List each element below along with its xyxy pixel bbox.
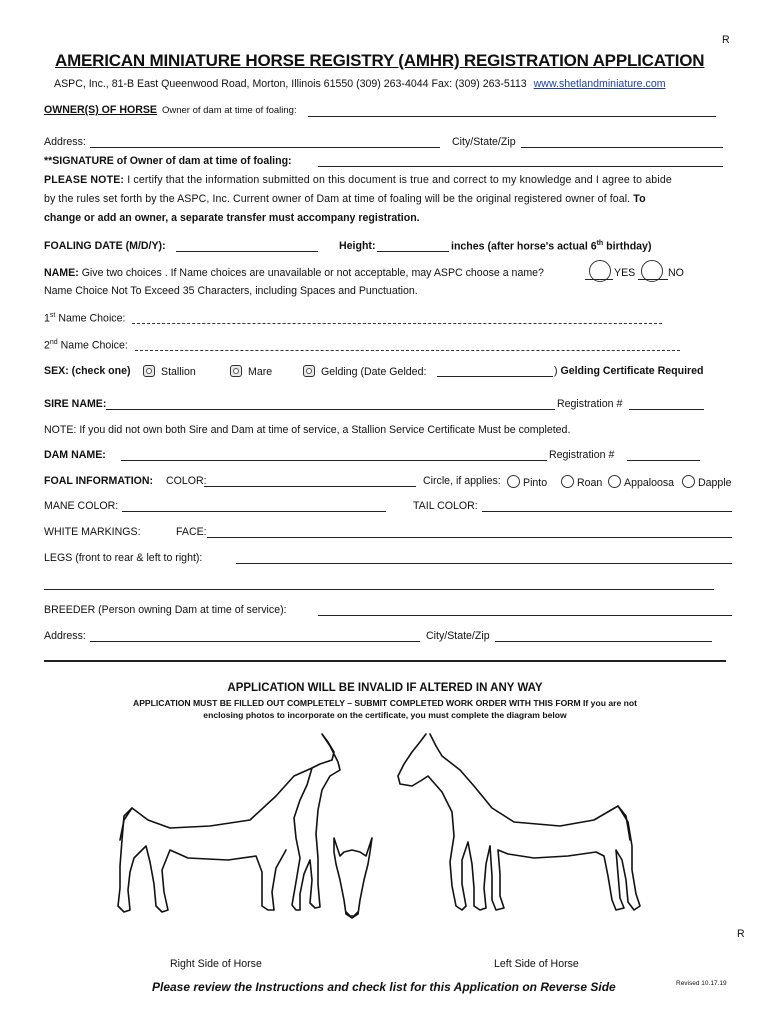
left-side-horse-outline[interactable] <box>398 734 640 910</box>
mane-color-label: MANE COLOR: <box>44 500 119 512</box>
gelding-note: Gelding Certificate Required <box>560 365 704 377</box>
dapple-radio[interactable] <box>682 475 695 488</box>
height-field[interactable] <box>377 251 449 252</box>
revised-date: Revised 10.17.19 <box>676 980 727 987</box>
foal-color-label: COLOR: <box>166 475 207 487</box>
second-name-choice-field[interactable] <box>135 350 680 351</box>
website-link[interactable]: www.shetlandminiature.com <box>533 78 666 90</box>
breeder-label: BREEDER (Person owning Dam at time of service): <box>44 604 287 616</box>
signature-field[interactable] <box>318 166 723 167</box>
mare-radio[interactable] <box>230 365 242 377</box>
yes-line <box>585 279 613 280</box>
owner-city-label: City/State/Zip <box>452 136 516 148</box>
breeder-address-field[interactable] <box>90 641 420 642</box>
sire-name-field[interactable] <box>106 409 555 410</box>
owners-row <box>44 104 297 116</box>
dapple-label: Dapple <box>698 477 732 489</box>
org-address <box>54 78 666 90</box>
name-label: NAME: <box>44 267 79 279</box>
owner-address-field[interactable] <box>90 147 440 148</box>
owners-label: OWNER(S) OF HORSE <box>44 104 157 116</box>
name-limit: Name Choice Not To Exceed 35 Characters, including Spaces and Punctuation. <box>44 285 418 297</box>
first-num: 1 <box>44 312 50 325</box>
mare-label: Mare <box>248 366 273 378</box>
breeder-city-label: City/State/Zip <box>426 630 490 642</box>
sex-option-gelding[interactable] <box>303 365 426 378</box>
invalid-heading: APPLICATION WILL BE INVALID IF ALTERED IN ANY WAY <box>227 682 543 694</box>
pinto-label: Pinto <box>523 477 548 489</box>
no-label: NO <box>668 267 684 279</box>
page-title: AMERICAN MINIATURE HORSE REGISTRY (AMHR) REGISTRATION APPLICATION <box>55 51 705 70</box>
corner-mark-bottom: R <box>737 928 745 940</box>
owner-name-field[interactable] <box>308 116 716 117</box>
foaling-date-field[interactable] <box>176 251 318 252</box>
legs-field[interactable] <box>236 563 732 564</box>
mane-color-field[interactable] <box>122 511 386 512</box>
circle-label: Circle, if applies: <box>423 475 501 487</box>
owners-sublabel: Owner of dam at time of foaling: <box>161 105 297 116</box>
please-note-text2: by the rules set forth by the ASPC, Inc. Current owner of Dam at time of foaling will be the original registered owner of foal. <box>44 193 631 205</box>
pinto-radio[interactable] <box>507 475 520 488</box>
face-label: FACE: <box>176 526 207 538</box>
stallion-service-note: NOTE: If you did not own both Sire and Dam at time of service, a Stallion Service Certificate Must be completed. <box>44 424 571 436</box>
dam-label: DAM NAME: <box>44 449 106 461</box>
pattern-pinto[interactable] <box>507 475 547 489</box>
pattern-dapple[interactable] <box>682 475 732 489</box>
corner-mark: R <box>722 34 730 46</box>
gelding-date-field[interactable] <box>437 376 553 377</box>
roan-label: Roan <box>577 477 603 489</box>
sex-option-stallion[interactable] <box>143 365 196 378</box>
instructions-line1: APPLICATION MUST BE FILLED OUT COMPLETELY – SUBMIT COMPLETED WORK ORDER WITH THIS FORM If you are not <box>132 698 637 708</box>
left-side-label: Left Side of Horse <box>494 958 579 970</box>
face-field[interactable] <box>207 537 732 538</box>
dam-reg-label: Registration # <box>549 449 615 461</box>
first-name-choice-label <box>44 312 125 325</box>
height-sup: th <box>596 240 604 247</box>
height-suffix-text: inches (after horse's actual 6 <box>451 240 597 253</box>
second-label: Name Choice: <box>60 339 128 352</box>
please-note-line3: change or add an owner, a separate transfer must accompany registration. <box>44 212 420 224</box>
review-note: Please review the Instructions and check list for this Application on Reverse Side <box>152 980 616 994</box>
second-name-choice-label <box>44 339 128 352</box>
second-num: 2 <box>44 339 50 352</box>
owner-city-field[interactable] <box>521 147 723 148</box>
appaloosa-radio[interactable] <box>608 475 621 488</box>
breeder-city-field[interactable] <box>495 641 712 642</box>
gelding-close <box>554 365 704 377</box>
instructions-line2: enclosing photos to incorporate on the certificate, you must complete the diagram below <box>203 710 567 720</box>
first-name-choice-field[interactable] <box>132 323 662 324</box>
foaling-date-label: FOALING DATE (M/D/Y): <box>44 240 166 252</box>
pattern-appaloosa[interactable] <box>608 475 674 489</box>
org-address-text: ASPC, Inc., 81-B East Queenwood Road, Morton, Illinois 61550 (309) 263-4044 Fax: (309) 263-5113 <box>54 78 527 90</box>
dam-reg-field[interactable] <box>627 460 700 461</box>
height-label: Height: <box>339 240 376 252</box>
gelding-label: Gelding (Date Gelded: <box>321 366 427 378</box>
breeder-field[interactable] <box>318 615 732 616</box>
height-suffix <box>451 240 651 253</box>
appaloosa-label: Appaloosa <box>624 477 675 489</box>
tail-color-label: TAIL COLOR: <box>413 500 478 512</box>
sex-option-mare[interactable] <box>230 365 272 378</box>
sire-label: SIRE NAME: <box>44 398 107 410</box>
please-note-line1 <box>44 174 672 186</box>
right-side-horse-outline[interactable] <box>118 734 340 912</box>
breeder-address-label: Address: <box>44 630 86 642</box>
sire-reg-field[interactable] <box>629 409 704 410</box>
please-note-line2 <box>44 193 646 205</box>
foal-info-label: FOAL INFORMATION: <box>44 475 154 487</box>
signature-label: **SIGNATURE of Owner of dam at time of foaling: <box>44 155 292 167</box>
please-note-label: PLEASE NOTE: <box>44 174 125 186</box>
section-divider <box>44 660 726 662</box>
gelding-radio[interactable] <box>303 365 315 377</box>
height-end: birthday) <box>606 240 652 253</box>
foal-color-field[interactable] <box>204 486 416 487</box>
legs-field-continued[interactable] <box>44 589 714 590</box>
roan-radio[interactable] <box>561 475 574 488</box>
legs-label: LEGS (front to rear & left to right): <box>44 552 203 564</box>
name-row <box>44 267 544 279</box>
sire-reg-label: Registration # <box>557 398 623 410</box>
first-label: Name Choice: <box>58 312 126 325</box>
pattern-roan[interactable] <box>561 475 602 489</box>
gelding-close-paren: ) <box>554 365 558 377</box>
owner-address-label: Address: <box>44 136 86 148</box>
name-text: Give two choices . If Name choices are unavailable or not acceptable, may ASPC choose a name? <box>81 267 544 279</box>
no-line <box>638 279 668 280</box>
white-markings-label: WHITE MARKINGS: <box>44 526 141 538</box>
second-sup: nd <box>49 339 58 346</box>
tail-color-field[interactable] <box>482 511 732 512</box>
sex-label: SEX: (check one) <box>44 365 131 377</box>
horse-head-front-outline[interactable] <box>334 838 372 918</box>
stallion-label: Stallion <box>161 366 196 378</box>
first-sup: st <box>49 312 56 319</box>
stallion-radio[interactable] <box>143 365 155 377</box>
dam-name-field[interactable] <box>121 460 547 461</box>
please-note-text2-bold: To <box>633 193 646 205</box>
yes-label: YES <box>614 267 636 279</box>
right-side-label: Right Side of Horse <box>170 958 262 970</box>
please-note-text1: I certify that the information submitted on this document is true and correct to my knowledge and I agree to abide <box>127 174 672 186</box>
